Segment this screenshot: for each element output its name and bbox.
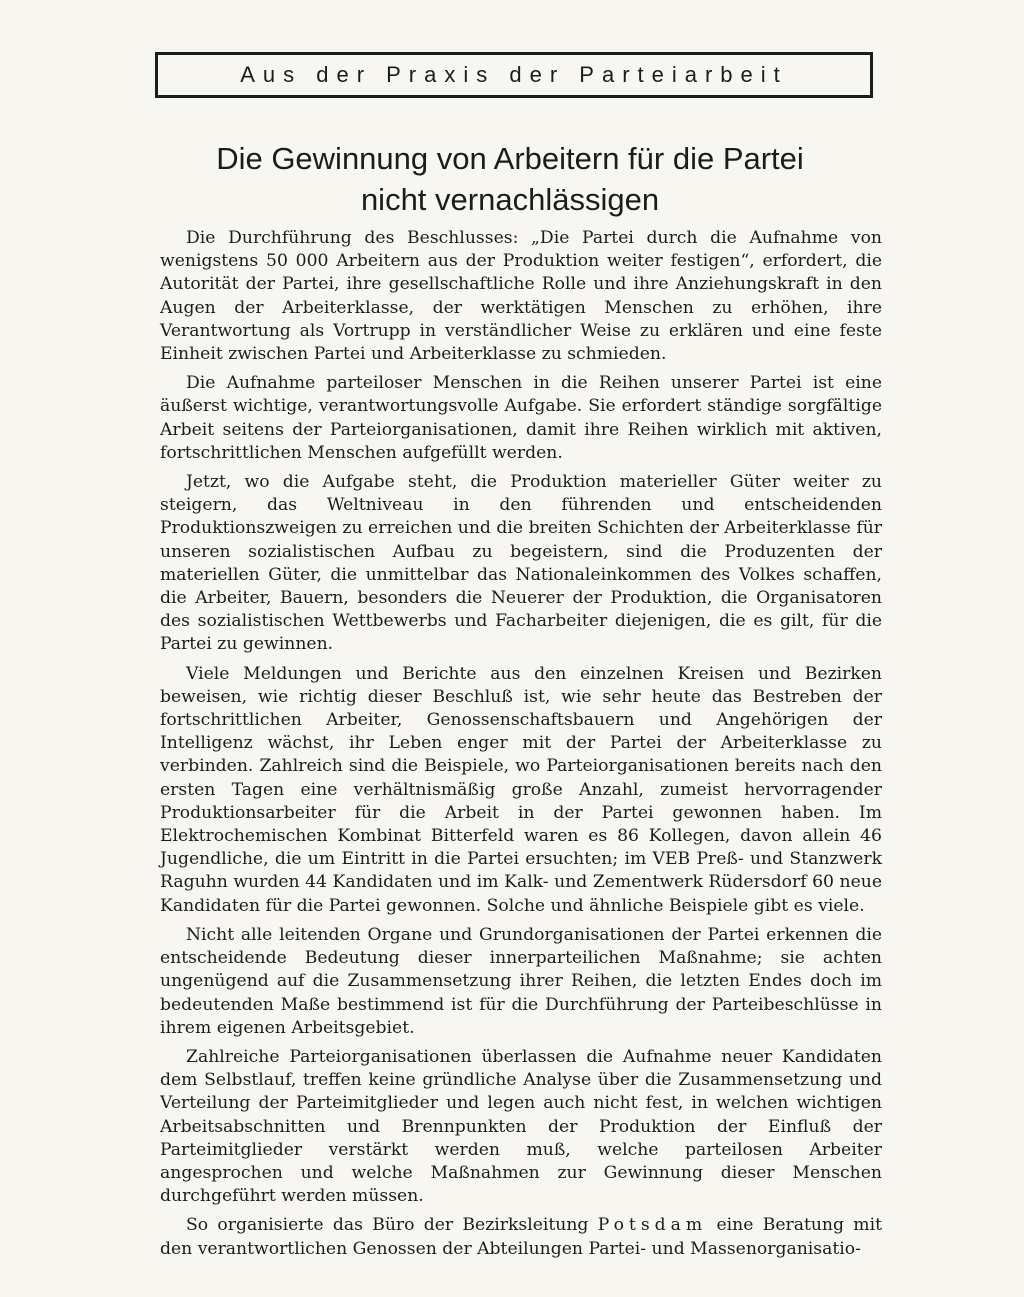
paragraph-last [160,1214,882,1260]
article-body [160,227,882,1267]
section-header-title: Aus der Praxis der Parteiarbeit [240,62,788,87]
paragraph-text: So organisierte das Büro der Bezirksleitung [186,1215,598,1236]
article-title-line-1: Die Gewinnung von Arbeitern für die Partei [216,141,804,176]
paragraph-text: eine Beratung mit den verantwortlichen Genossen der Abteilungen Partei- und Massenorganisatio- [160,1215,882,1259]
article-title-line-2: nicht vernachlässigen [360,182,660,217]
spaced-place-name: Potsdam [597,1215,708,1236]
paragraph: Viele Meldungen und Berichte aus den einzelnen Kreisen und Bezirken beweisen, wie richtig dieser Beschluß ist, wie sehr heute das Bestreben der fortschrittlichen Arbeiter, Genossenschaftsbauern und Angehörigen der Intelligenz wächst, ihr Leben enger mit der Partei der Arbeiterklasse zu verbinden. Zahlreich sind die Beispiele, wo Parteiorganisationen bereits nach den ersten Tagen eine verhältnismäßig große Anzahl, zumeist hervorragender Produktionsarbeiter für die Arbeit in der Partei gewonnen haben. Im Elektrochemischen Kombinat Bitterfeld waren es 86 Kollegen, davon allein 46 Jugendliche, die um Eintritt in die Partei ersuchten; im VEB Preß- und Stanzwerk Raguhn wurden 44 Kandidaten und im Kalk- und Zementwerk Rüdersdorf 60 neue Kandidaten für die Partei gewonnen. Solche und ähnliche Beispiele gibt es viele. [160,663,882,916]
paragraph: Jetzt, wo die Aufgabe steht, die Produktion materieller Güter weiter zu steigern, das Weltniveau in den führenden und entscheidenden Produktionszweigen zu erreichen und die breiten Schichten der Arbeiterklasse für unseren sozialistischen Aufbau zu begeistern, sind die Produzenten der materiellen Güter, die unmittelbar das Nationaleinkommen des Volkes schaffen, die Arbeiter, Bauern, besonders die Neuerer der Produktion, die Organisatoren des sozialistischen Wettbewerbs und Facharbeiter diejenigen, die es gilt, für die Partei zu gewinnen. [160,472,882,655]
section-header-box [155,52,873,98]
paragraph: Die Aufnahme parteiloser Menschen in die Reihen unserer Partei ist eine äußerst wichtige, verantwortungsvolle Aufgabe. Sie erfordert ständige sorgfältige Arbeit seitens der Parteiorganisationen, damit ihre Reihen wirklich mit aktiven, fortschrittlichen Menschen aufgefüllt werden. [160,373,882,463]
paragraph: Die Durchführung des Beschlusses: „Die Partei durch die Aufnahme von wenigstens 50 000 Arbeitern aus der Produktion weiter festigen“, erfordert, die Autorität der Partei, ihre gesellschaftliche Rolle und ihre Anziehungskraft in den Augen der Arbeiterklasse, der werktätigen Menschen zu erhöhen, ihre Verantwortung als Vortrupp in verständlicher Weise zu erklären und eine feste Einheit zwischen Partei und Arbeiterklasse zu schmieden. [160,228,882,365]
article-title [130,138,890,220]
paragraph: Zahlreiche Parteiorganisationen überlassen die Aufnahme neuer Kandidaten dem Selbstlauf, treffen keine gründliche Analyse über die Zusammensetzung und Verteilung der Parteimitglieder und legen auch nicht fest, in welchen wichtigen Arbeitsabschnitten und Brennpunkten der Produktion der Einfluß der Parteimitglieder verstärkt werden muß, welche parteilosen Arbeiter angesprochen und welche Maßnahmen zur Gewinnung dieser Menschen durchgeführt werden müssen. [160,1046,882,1207]
paragraph: Nicht alle leitenden Organe und Grundorganisationen der Partei erkennen die entscheidende Bedeutung dieser innerparteilichen Maßnahme; sie achten ungenügend auf die Zusammensetzung ihrer Reihen, die letzten Endes doch im bedeutenden Maße bestimmend ist für die Durchführung der Parteibeschlüsse in ihrem eigenen Arbeitsgebiet. [160,924,882,1038]
